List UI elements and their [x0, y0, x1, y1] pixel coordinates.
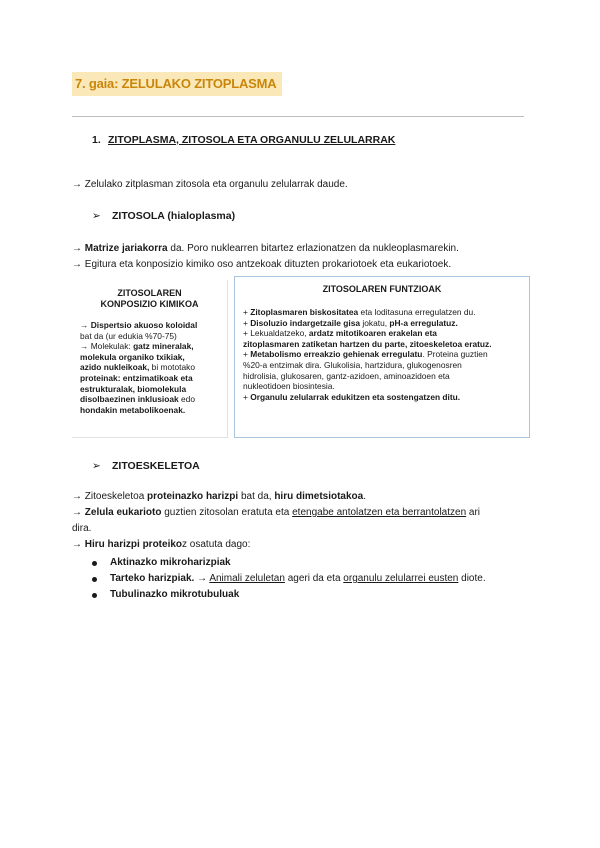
- zitoeskeletoa-line-2: [72, 506, 480, 520]
- box-line: [243, 392, 523, 403]
- arrowhead-bullet-icon: ➢: [92, 210, 101, 222]
- box-line: [80, 320, 221, 331]
- page-title: 7. gaia: ZELULAKO ZITOPLASMA: [72, 72, 282, 96]
- zitoeskeletoa-line-2b: dira.: [72, 523, 92, 534]
- section-heading: [92, 134, 395, 146]
- underlined-text: Animali zeluletan: [209, 573, 285, 584]
- title-line: KONPOSIZIO KIMIKOA: [100, 299, 199, 309]
- functions-box: [234, 276, 530, 438]
- box-line: [243, 339, 523, 350]
- box-line: [80, 373, 221, 384]
- bold-text: Disoluzio indargetzaile gisa: [250, 317, 361, 328]
- body-text: jokatu,: [360, 317, 390, 328]
- body-text: diote.: [458, 573, 486, 584]
- arrow-text: →: [72, 539, 85, 550]
- list-item: [92, 556, 231, 570]
- body-text: z osatuta dago:: [182, 539, 251, 550]
- functions-box-body: [235, 307, 529, 402]
- list-item: [92, 572, 486, 586]
- bullet-dot-icon: [92, 577, 97, 582]
- bold-text: Zelula eukarioto: [84, 507, 162, 518]
- box-line: [80, 352, 221, 363]
- zitoeskeletoa-line-3: [72, 538, 250, 552]
- box-line: [243, 307, 523, 318]
- body-text: bi mototako: [149, 362, 195, 373]
- box-line: [80, 405, 221, 416]
- bold-text: Dispertsio akuoso koloidal: [90, 320, 198, 330]
- bold-text: Zitoplasmaren biskositatea: [250, 307, 359, 317]
- composition-box-title: [72, 288, 227, 310]
- box-line: %20-a entzimak dira. Glukolisia, hartzidura, glukogenosren: [243, 359, 462, 370]
- box-line: [80, 384, 221, 395]
- bullet-dot-icon: [92, 593, 97, 598]
- box-line: hidrolisia, glukosaren, gantz-azidoen, aminoazidoen eta: [243, 370, 450, 381]
- bold-text: estrukturalak, biomolekula: [80, 383, 187, 394]
- box-line: [80, 341, 221, 352]
- bold-text: hiru dimetsiotakoa: [274, 491, 364, 502]
- composition-box: [72, 280, 228, 438]
- box-line: bat da (ur edukia %70-75): [80, 330, 177, 341]
- box-line: [243, 349, 523, 360]
- bold-text: disolbaezinen inklusioak: [80, 394, 179, 405]
- bold-text: Hiru harizpi proteiko: [84, 539, 183, 550]
- bold-text: hondakin metabolikoenak.: [80, 404, 186, 415]
- body-text: da. Poro nuklearren bitartez erlazionatzen da nukleoplasmarekin.: [167, 243, 459, 254]
- zitosola-line-2: → Egitura eta konposizio kimiko oso antzekoak dituzten prokariotoek eta eukariotoek.: [72, 259, 452, 270]
- bold-text: pH-a erregulatuz.: [389, 317, 458, 328]
- subheading-zitosola-text: ZITOSOLA (hialoplasma): [112, 210, 236, 222]
- bullet-dot-icon: [92, 561, 97, 566]
- subheading-zitoeskeletoa-text: ZITOESKELETOA: [112, 460, 200, 472]
- body-text: ageri da eta: [284, 573, 344, 584]
- body-text: edo: [178, 394, 195, 405]
- bold-text: Tarteko harizpiak.: [110, 573, 195, 584]
- bold-text: molekula organiko txikiak,: [80, 351, 185, 362]
- body-text: + Lekualdatzeko,: [243, 328, 309, 339]
- body-text: +: [243, 349, 251, 360]
- section-heading-text: ZITOPLASMA, ZITOSOLA ETA ORGANULU ZELULARRAK: [108, 134, 396, 146]
- body-text: guztien zitosolan eratuta eta: [161, 507, 293, 518]
- bold-text: gatz mineralak,: [133, 341, 194, 352]
- bold-text: zitoplasmaren zatiketan hartzen du parte, zitoeskeletoa eratuz.: [243, 338, 492, 349]
- box-line: [80, 362, 221, 373]
- arrowhead-bullet-icon: ➢: [92, 460, 101, 472]
- body-text: .: [363, 491, 366, 502]
- zitosola-line-1: [72, 242, 459, 256]
- body-text: bat da,: [238, 491, 275, 502]
- subheading-zitosola: [92, 210, 235, 222]
- bold-text: Tubulinazko mikrotubuluak: [110, 589, 240, 600]
- bold-text: Organulu zelularrak edukitzen eta sostengatzen ditu.: [250, 391, 461, 402]
- underlined-text: etengabe antolatzen eta berrantolatzen: [292, 507, 467, 518]
- arrow-text: →: [72, 507, 85, 518]
- box-line: [243, 318, 523, 329]
- box-line: nukleotidoen biosintesia.: [243, 381, 335, 392]
- body-text: +: [243, 317, 251, 328]
- zitoeskeletoa-line-1: [72, 490, 366, 504]
- arrow-text: →: [72, 243, 85, 254]
- intro-line: → Zelulako zitplasman zitosola eta organulu zelularrak daude.: [72, 179, 348, 190]
- divider: [72, 116, 524, 117]
- underlined-text: organulu zelularrei eusten: [343, 573, 459, 584]
- bold-text: proteinazko harizpi: [147, 491, 239, 502]
- box-line: [243, 328, 523, 339]
- subheading-zitoeskeletoa: [92, 460, 200, 472]
- body-text: . Proteina guztien: [422, 349, 488, 360]
- arrow-text: →: [80, 320, 91, 330]
- list-item: [92, 588, 239, 602]
- composition-box-body: [72, 320, 227, 415]
- bold-text: proteinak: entzimatikoak eta: [80, 372, 193, 383]
- body-text: ari: [466, 507, 481, 518]
- section-number: 1.: [92, 134, 101, 146]
- title-line: ZITOSOLAREN: [117, 288, 182, 298]
- body-text: +: [243, 307, 251, 317]
- arrow-text: →: [194, 573, 210, 584]
- functions-box-title: ZITOSOLAREN FUNTZIOAK: [322, 284, 442, 294]
- bold-text: ardatz mitotikoaren erakelan eta: [308, 328, 437, 339]
- body-text: → Molekulak:: [80, 341, 134, 352]
- bold-text: azido nukleikoak,: [80, 362, 150, 373]
- body-text: → Zitoeskeletoa: [72, 491, 148, 502]
- bold-text: Aktinazko mikroharizpiak: [110, 557, 231, 568]
- body-text: +: [243, 391, 251, 402]
- bold-text: Matrize jariakorra: [84, 243, 168, 254]
- box-line: [80, 394, 221, 405]
- body-text: eta loditasuna erregulatzen du.: [358, 307, 476, 317]
- bold-text: Metabolismo erreakzio gehienak erregulatu: [250, 349, 423, 360]
